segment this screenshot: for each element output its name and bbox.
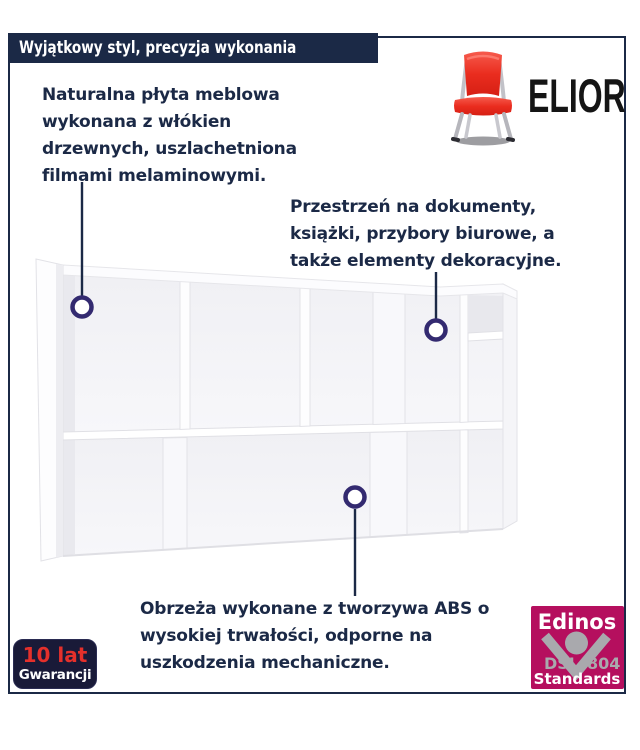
annotation-edges-line: uszkodzenia mechaniczne. [140,653,390,673]
cert-dot-icon [565,632,588,655]
brand-name: ELIOR [528,69,626,122]
annotation-edges-line: Obrzeża wykonane z tworzywa ABS o [140,599,490,619]
warranty-label: Gwarancji [18,667,92,683]
header-banner-title: Wyjątkowy styl, precyzja wykonania [19,38,297,58]
annotation-storage [290,194,561,275]
shelf-lower-interior [63,429,503,556]
shelf-divider [300,285,310,427]
annotation-material-line: filmami melaminowymi. [42,166,267,186]
shelf-divider [460,430,468,533]
shelf-divider [373,288,405,425]
certification-name: Edinos [537,610,617,634]
annotation-material-line: wykonana z włókien [42,112,232,132]
shelf-right-panel [503,284,517,529]
header-banner [8,33,378,63]
annotation-storage-line: książki, przybory biurowe, a [290,224,555,244]
annotation-material-line: drzewnych, uszlachetniona [42,139,297,159]
shelf-divider [370,432,407,538]
certification-bottom-label: Standards [533,670,621,688]
annotation-edges [140,596,489,677]
annotation-material [42,82,297,190]
shelf-divider [180,280,190,430]
red-chair-icon [450,50,520,148]
warranty-duration: 10 lat [22,643,88,667]
shelf-illustration [30,248,530,573]
certification-right-code: 804 [587,654,621,673]
annotation-storage-line: także elementy dekoracyjne. [290,251,562,271]
certification-badge [531,606,624,689]
annotation-material-line: Naturalna płyta meblowa [42,85,280,105]
annotation-storage-line: Przestrzeń na dokumenty, [290,197,536,217]
shelf-left-panel-edge [56,264,63,558]
shelf-divider [460,292,468,423]
shelf-divider [163,438,187,551]
brand-logo [450,50,630,148]
shelf-upper-interior [63,275,503,432]
annotation-edges-line: wysokiej trwałości, odporne na [140,626,433,646]
shelf-cubby-shelf [468,331,503,341]
certification-left-code: DSI [544,654,575,673]
warranty-badge [13,639,97,689]
shelf-left-shadow [63,275,75,556]
shelf-top-cubby [468,295,503,335]
